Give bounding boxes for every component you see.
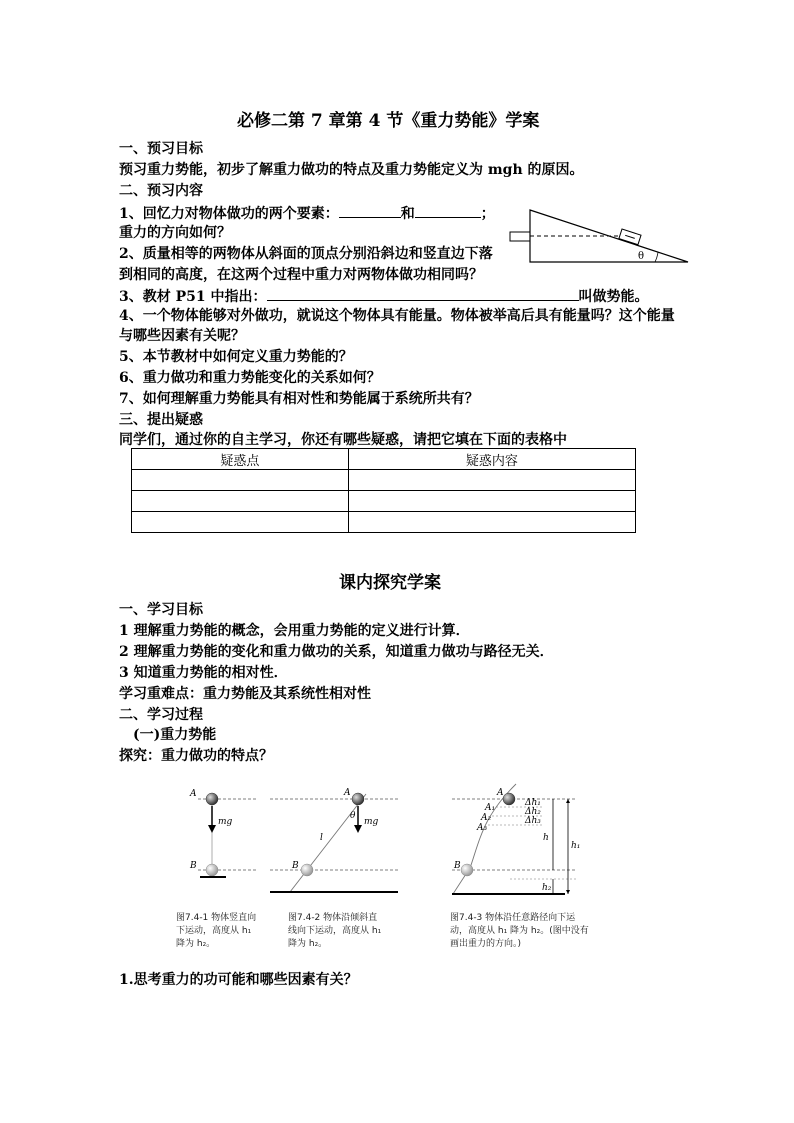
table-header-row [132, 449, 636, 470]
question-2-line-a: 2、质量相等的两物体从斜面的顶点分别沿斜边和竖直边下落 [119, 246, 493, 262]
table-row [132, 512, 636, 533]
figure-caption-2: 图7.4-2 物体沿倾斜直线向下运动，高度从 h₁ 降为 h₂。 [288, 913, 382, 949]
question-1-line-b: 重力的方向如何？ [119, 225, 231, 241]
question-1-end: ； [480, 206, 495, 222]
page-title: 必修二第 7 章第 4 节《重力势能》学案 [237, 111, 540, 131]
gravity-work-figure [170, 782, 590, 907]
table-header-cell: 疑惑内容 [348, 449, 635, 470]
doubts-table [131, 448, 636, 533]
thinking-question-1: 1.思考重力的功可能和哪些因素有关？ [119, 972, 358, 988]
point-a-label: A [497, 788, 504, 798]
explore-prompt: 探究：重力做功的特点？ [119, 748, 273, 764]
table-cell[interactable] [132, 491, 349, 512]
table-cell[interactable] [132, 470, 349, 491]
incline-diagram [505, 205, 695, 267]
figure-panel-incline [270, 788, 398, 892]
figure-caption-1: 图7.4-1 物体竖直向下运动，高度从 h₁ 降为 h₂。 [176, 913, 257, 949]
point-b-label: B [454, 861, 461, 871]
theta-label: θ [350, 811, 356, 821]
question-2-line-b: 到相同的高度，在这两个过程中重力对两物体做功相同吗？ [119, 267, 483, 283]
question-3 [119, 286, 649, 307]
answer-blank-3[interactable] [267, 286, 579, 301]
table-row [132, 470, 636, 491]
mg-label: mg [218, 817, 233, 827]
answer-blank-2[interactable] [415, 203, 481, 218]
question-1-prompt: 1、回忆力对物体做功的两个要素： [119, 206, 339, 222]
question-5: 5、本节教材中如何定义重力势能的？ [119, 349, 353, 365]
answer-blank-1[interactable] [339, 203, 401, 218]
delta-h2-label: Δh₂ [525, 807, 541, 817]
h1-label: h₁ [571, 841, 581, 851]
delta-h3-label: Δh₃ [525, 816, 541, 826]
learning-goal-1: 1 理解重力势能的概念，会用重力势能的定义进行计算． [119, 623, 470, 639]
length-l-label: l [320, 833, 323, 843]
section-heading-doubts: 三、提出疑惑 [119, 412, 203, 428]
question-1-and: 和 [400, 206, 415, 222]
question-3-end: 叫做势能。 [578, 289, 649, 305]
point-a-label: A [190, 789, 197, 799]
question-4-line-b: 与哪些因素有关呢？ [119, 328, 245, 344]
preview-goal-text: 预习重力势能，初步了解重力做功的特点及重力势能定义为 mgh 的原因。 [119, 162, 584, 178]
section-heading-preview-goal: 一、预习目标 [119, 141, 203, 157]
figure-panel-vertical [189, 789, 258, 877]
table-cell[interactable] [348, 512, 635, 533]
section-heading-preview-content: 二、预习内容 [119, 183, 203, 199]
question-3-prompt: 3、教材 P51 中指出： [119, 289, 267, 305]
table-cell[interactable] [348, 470, 635, 491]
delta-h1-label: Δh₁ [525, 798, 541, 808]
h2-label: h₂ [542, 883, 552, 893]
learning-goal-3: 3 知道重力势能的相对性． [119, 665, 288, 681]
question-6: 6、重力做功和重力势能变化的关系如何？ [119, 370, 381, 386]
incline-angle-label: θ [638, 251, 645, 262]
inclass-title: 课内探究学案 [339, 573, 441, 593]
point-a1-label: A₁ [485, 803, 496, 813]
point-a2-label: A₂ [481, 813, 492, 823]
figure-panel-arbitrary-path [452, 784, 580, 894]
point-b-label: B [292, 861, 299, 871]
section-heading-learning-goals: 一、学习目标 [119, 602, 203, 618]
learning-goal-2: 2 理解重力势能的变化和重力做功的关系，知道重力做功与路径无关． [119, 644, 554, 660]
question-1-line-a [119, 203, 495, 224]
point-a3-label: A₃ [477, 823, 488, 833]
subsection-gravity-potential: (一)重力势能 [133, 727, 217, 743]
key-points: 学习重难点：重力势能及其系统性相对性 [119, 686, 371, 702]
table-row [132, 491, 636, 512]
figure-caption-3: 图7.4-3 物体沿任意路径向下运动，高度从 h₁ 降为 h₂。(图中没有画出重力的方向。) [450, 913, 589, 949]
table-header-cell: 疑惑点 [132, 449, 349, 470]
question-4-line-a: 4、一个物体能够对外做功，就说这个物体具有能量。物体被举高后具有能量吗？这个能量 [119, 308, 675, 324]
table-cell[interactable] [132, 512, 349, 533]
doubts-intro: 同学们，通过你的自主学习，你还有哪些疑惑，请把它填在下面的表格中 [119, 432, 567, 448]
section-heading-learning-process: 二、学习过程 [119, 707, 203, 723]
table-cell[interactable] [348, 491, 635, 512]
point-a-label: A [344, 788, 351, 798]
question-7: 7、如何理解重力势能具有相对性和势能属于系统所共有？ [119, 391, 479, 407]
point-b-label: B [190, 861, 197, 871]
h-label: h [543, 833, 549, 843]
mg-label: mg [364, 817, 379, 827]
